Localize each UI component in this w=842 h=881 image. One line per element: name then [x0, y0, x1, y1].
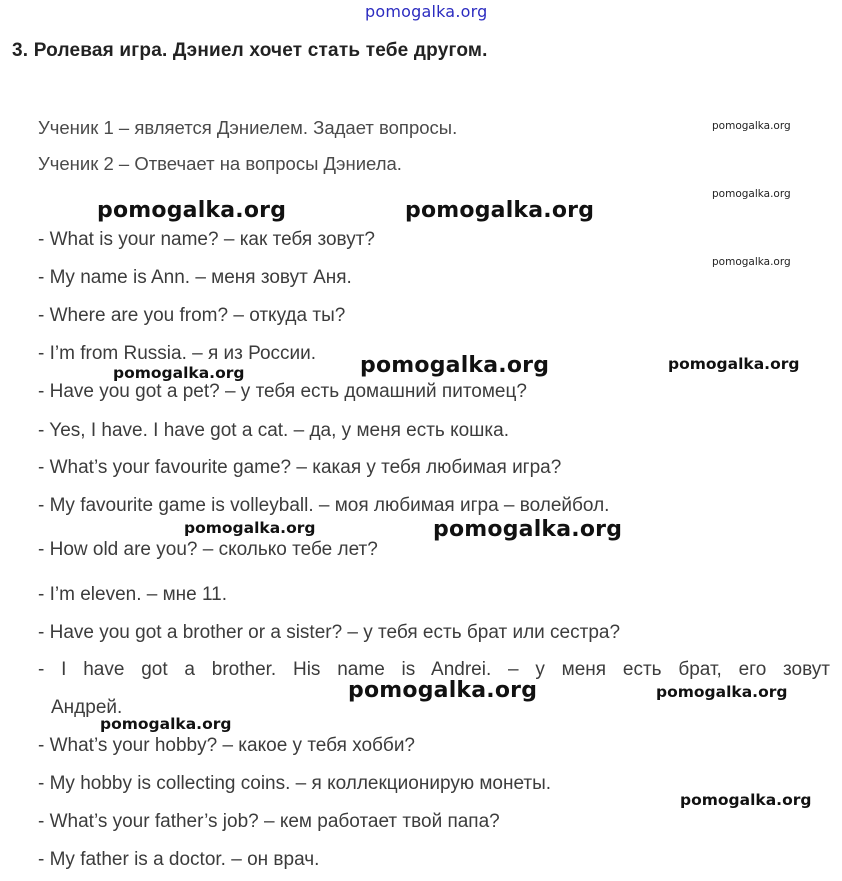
role-line: Ученик 2 – Отвечает на вопросы Дэниела.	[38, 153, 402, 174]
watermark-top: pomogalka.org	[365, 2, 488, 21]
watermark-medium: pomogalka.org	[656, 683, 788, 701]
watermark-large: pomogalka.org	[405, 198, 595, 223]
dialogue-line: - What’s your favourite game? – какая у тебя любимая игра?	[38, 457, 562, 478]
watermark-small: pomogalka.org	[712, 256, 791, 268]
dialogue-line-continuation: Андрей.	[51, 697, 123, 718]
watermark-medium: pomogalka.org	[668, 355, 800, 373]
watermark-medium: pomogalka.org	[680, 791, 812, 809]
dialogue-line: - Where are you from? – откуда ты?	[38, 305, 346, 326]
dialogue-line: - My hobby is collecting coins. – я коллекционирую монеты.	[38, 773, 552, 794]
watermark-large: pomogalka.org	[348, 678, 538, 703]
watermark-medium: pomogalka.org	[113, 364, 245, 382]
dialogue-line: - What’s your father’s job? – кем работает твой папа?	[38, 811, 500, 832]
exercise-heading: 3. Ролевая игра. Дэниел хочет стать тебе другом.	[12, 40, 488, 61]
dialogue-line: - How old are you? – сколько тебе лет?	[38, 539, 378, 560]
dialogue-line: - Have you got a pet? – у тебя есть домашний питомец?	[38, 381, 527, 402]
dialogue-line: - What is your name? – как тебя зовут?	[38, 229, 375, 250]
watermark-large: pomogalka.org	[433, 517, 623, 542]
dialogue-line: - My name is Ann. – меня зовут Аня.	[38, 267, 352, 288]
watermark-small: pomogalka.org	[712, 120, 791, 132]
role-line: Ученик 1 – является Дэниелем. Задает вопросы.	[38, 117, 458, 138]
watermark-small: pomogalka.org	[712, 188, 791, 200]
dialogue-line: - Have you got a brother or a sister? – у тебя есть брат или сестра?	[38, 622, 621, 643]
dialogue-line: - I’m from Russia. – я из России.	[38, 343, 317, 364]
dialogue-line: - Yes, I have. I have got a cat. – да, у меня есть кошка.	[38, 420, 509, 441]
dialogue-line: - I have got a brother. His name is Andrei. – у меня есть брат, его зовут	[38, 659, 830, 680]
dialogue-line: - My favourite game is volleyball. – моя любимая игра – волейбол.	[38, 495, 610, 516]
dialogue-line: - My father is a doctor. – он врач.	[38, 849, 320, 870]
dialogue-line: - What’s your hobby? – какое у тебя хобби?	[38, 735, 415, 756]
watermark-medium: pomogalka.org	[184, 519, 316, 537]
watermark-large: pomogalka.org	[360, 353, 550, 378]
watermark-large: pomogalka.org	[97, 198, 287, 223]
dialogue-line: - I’m eleven. – мне 11.	[38, 584, 228, 605]
watermark-medium: pomogalka.org	[100, 715, 232, 733]
